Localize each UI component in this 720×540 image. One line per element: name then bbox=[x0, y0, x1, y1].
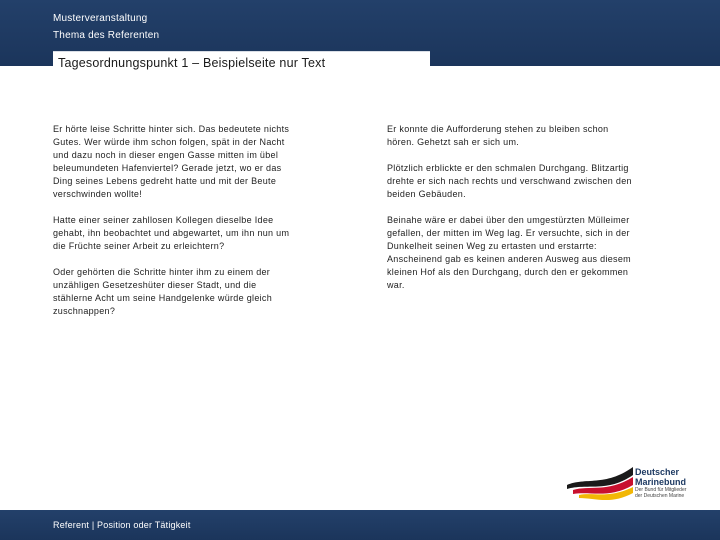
text-column-left bbox=[53, 123, 298, 331]
page-title: Tagesordnungspunkt 1 – Beispielseite nur Text bbox=[58, 56, 326, 70]
paragraph: Oder gehörten die Schritte hinter ihm zu einem der unzähligen Gesetzeshüter dieser Stadt, und die stählerne Acht um seine Handgelenke würde gleich zuschnappen? bbox=[53, 267, 273, 316]
paragraph: Plötzlich erblickte er den schmalen Durchgang. Blitzartig drehte er sich nach rechts und verschwand zwischen den beiden Gebäuden. bbox=[387, 163, 632, 199]
footer-speaker-info: Referent | Position oder Tätigkeit bbox=[53, 520, 191, 530]
paragraph: Er hörte leise Schritte hinter sich. Das bedeutete nichts Gutes. Wer würde ihm schon folgen, spät in der Nacht und dazu noch in dieser engen Gasse mitten im übel beleumundeten Hafenviertel? Gerade jetzt, wo er das Ding seines Lebens gedreht hatte und mit der Beute verschwinden wollte! bbox=[53, 124, 290, 199]
footer-bar bbox=[0, 510, 720, 540]
paragraph: Er konnte die Aufforderung stehen zu bleiben schon hören. Gehetzt sah er sich um. bbox=[387, 124, 609, 147]
logo-subtitle-line1: Der Bund für Mitglieder bbox=[635, 487, 687, 493]
event-name: Musterveranstaltung bbox=[53, 13, 148, 24]
paragraph: Hatte einer seiner zahllosen Kollegen dieselbe Idee gehabt, ihn beobachtet und abgewartet, um ihn nun um die Früchte seiner Arbeit zu erleichtern? bbox=[53, 215, 290, 251]
logo-name-line2: Marinebund bbox=[635, 477, 686, 487]
logo-name-line1: Deutscher bbox=[635, 467, 680, 477]
text-column-right bbox=[387, 123, 632, 305]
marinebund-logo bbox=[565, 463, 715, 505]
title-bar bbox=[53, 51, 430, 72]
speaker-topic: Thema des Referenten bbox=[53, 30, 160, 41]
paragraph: Beinahe wäre er dabei über den umgestürzten Mülleimer gefallen, der mitten im Weg lag. Er versuchte, sich in der Dunkelheit seinen Weg zu ertasten und erstarrte: Anscheinend gab es keinen anderen Ausweg aus diesem kleinen Hof als den Durchgang, durch den er gekommen war. bbox=[387, 215, 631, 290]
logo-subtitle-line2: der Deutschen Marine bbox=[635, 493, 685, 499]
logo-wordmark bbox=[635, 467, 686, 499]
flag-wave-icon bbox=[565, 463, 635, 503]
